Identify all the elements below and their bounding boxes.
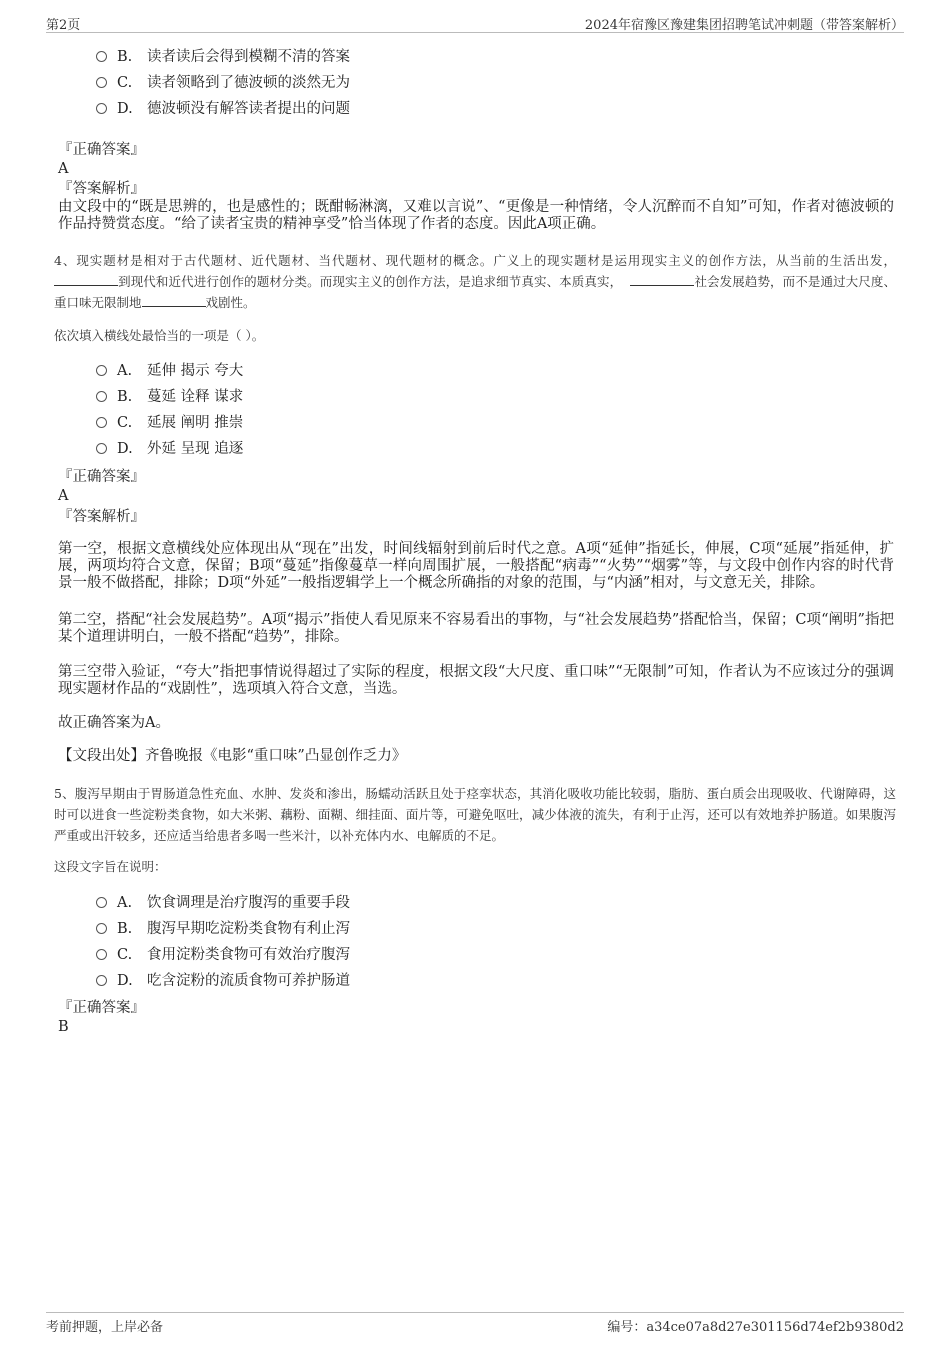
question-4-prompt: 依次填入横线处最恰当的一项是（ ）。 [54, 328, 265, 343]
option-c[interactable]: C. 延展 阐明 推崇 [96, 413, 243, 433]
radio-icon[interactable] [96, 975, 107, 986]
radio-icon[interactable] [96, 897, 107, 908]
radio-icon[interactable] [96, 391, 107, 402]
analysis-text: 由文段中的“既是思辨的，也是感性的；既酣畅淋漓，又难以言说”、“更像是一种情绪，令人沉醉而不自知”可知，作者对德波顿的作品持赞赏态度。“给了读者宝贵的精神享受”恰当体现了作者的态度。因此A项正确。 [58, 199, 894, 232]
radio-icon[interactable] [96, 443, 107, 454]
analysis-label: 『答案解析』 [58, 509, 145, 525]
page-number: 第2页 [46, 18, 81, 33]
option-d[interactable]: D. 吃含淀粉的流质食物可养护肠道 [96, 971, 350, 991]
option-b[interactable]: B. 蔓延 诠释 谋求 [96, 387, 243, 407]
page-footer [46, 1312, 904, 1335]
radio-icon[interactable] [96, 417, 107, 428]
blank-2 [630, 273, 694, 286]
option-a[interactable]: A. 延伸 揭示 夸大 [96, 361, 243, 381]
question-5-text: 5、腹泻早期由于胃肠道急性充血、水肿、发炎和渗出，肠蠕动活跃且处于痉挛状态，其消化吸收功能比较弱，脂肪、蛋白质会出现吸收、代谢障碍，这时可以进食一些淀粉类食物，如大米粥、藕粉、面糊、细挂面、面片等，可避免呕吐，减少体液的流失，有利于止泻，还可以有效地养护肠道。如果腹泻严重或出汗较多，还应适当给患者多喝一些米汁，以补充体内水、电解质的不足。 [54, 786, 896, 843]
radio-icon[interactable] [96, 103, 107, 114]
question-5-prompt: 这段文字旨在说明： [54, 859, 167, 874]
document-code: 编号：a34ce07a8d27e301156d74ef2b9380d2 [607, 1320, 904, 1335]
blank-3 [142, 294, 206, 307]
radio-icon[interactable] [96, 77, 107, 88]
option-a[interactable]: A. 饮食调理是治疗腹泻的重要手段 [96, 893, 350, 913]
answer-label: 『正确答案』 [58, 1000, 145, 1016]
analysis-paragraph: 故正确答案为A。 [58, 715, 170, 731]
analysis-paragraph: 第一空，根据文意横线处应体现出从“现在”出发，时间线辐射到前后时代之意。A项“延伸”指延长，伸展，C项“延展”指延伸，扩展，两项均符合文意，保留；B项“蔓延”指像蔓草一样向周围扩展，一般搭配“病毒”“火势”“烟雾”等，与文段中创作内容的时代背景一般不做搭配，排除；D项“外延”一般指逻辑学上一个概念所确指的对象的范围，与“内涵”相对，与文意无关，排除。 [58, 541, 894, 591]
document-title: 2024年宿豫区豫建集团招聘笔试冲刺题（带答案解析） [584, 18, 904, 33]
source-citation: 【文段出处】齐鲁晚报《电影“重口味”凸显创作乏力》 [58, 748, 407, 764]
option-d[interactable]: D. 德波顿没有解答读者提出的问题 [96, 99, 350, 119]
analysis-paragraph: 第二空，搭配“社会发展趋势”。A项“揭示”指使人看见原来不容易看出的事物，与“社会发展趋势”搭配恰当，保留；C项“阐明”指把某个道理讲明白，一般不搭配“趋势”，排除。 [58, 612, 894, 645]
question-4-text: 4、现实题材是相对于古代题材、近代题材、当代题材、现代题材的概念。广义上的现实题材是运用现实主义的创作方法，从当前的生活出发，到现代和近代进行创作的题材分类。而现实主义的创作方法，是追求细节真实、本质真实， 社会发展趋势，而不是通过大尺度、重口味无限制地 戏剧性。 [54, 253, 896, 310]
answer-label: 『正确答案』 [58, 469, 145, 485]
page-header [46, 12, 904, 33]
analysis-paragraph: 第三空带入验证，“夸大”指把事情说得超过了实际的程度，根据文段“大尺度、重口味”“无限制”可知，作者认为不应该过分的强调现实题材作品的“戏剧性”，选项填入符合文意，当选。 [58, 664, 894, 697]
option-c[interactable]: C. 读者领略到了德波顿的淡然无为 [96, 73, 350, 93]
answer-label: 『正确答案』 [58, 142, 145, 158]
option-d[interactable]: D. 外延 呈现 追逐 [96, 439, 243, 459]
answer-value: B [58, 1019, 69, 1035]
radio-icon[interactable] [96, 923, 107, 934]
answer-value: A [58, 161, 69, 177]
option-b[interactable]: B. 腹泻早期吃淀粉类食物有利止泻 [96, 919, 350, 939]
footer-slogan: 考前押题，上岸必备 [46, 1320, 164, 1335]
blank-1 [54, 273, 118, 286]
option-c[interactable]: C. 食用淀粉类食物可有效治疗腹泻 [96, 945, 350, 965]
radio-icon[interactable] [96, 51, 107, 62]
analysis-label: 『答案解析』 [58, 181, 145, 197]
radio-icon[interactable] [96, 365, 107, 376]
option-b[interactable]: B. 读者读后会得到模糊不清的答案 [96, 47, 350, 67]
answer-value: A [58, 488, 69, 504]
radio-icon[interactable] [96, 949, 107, 960]
